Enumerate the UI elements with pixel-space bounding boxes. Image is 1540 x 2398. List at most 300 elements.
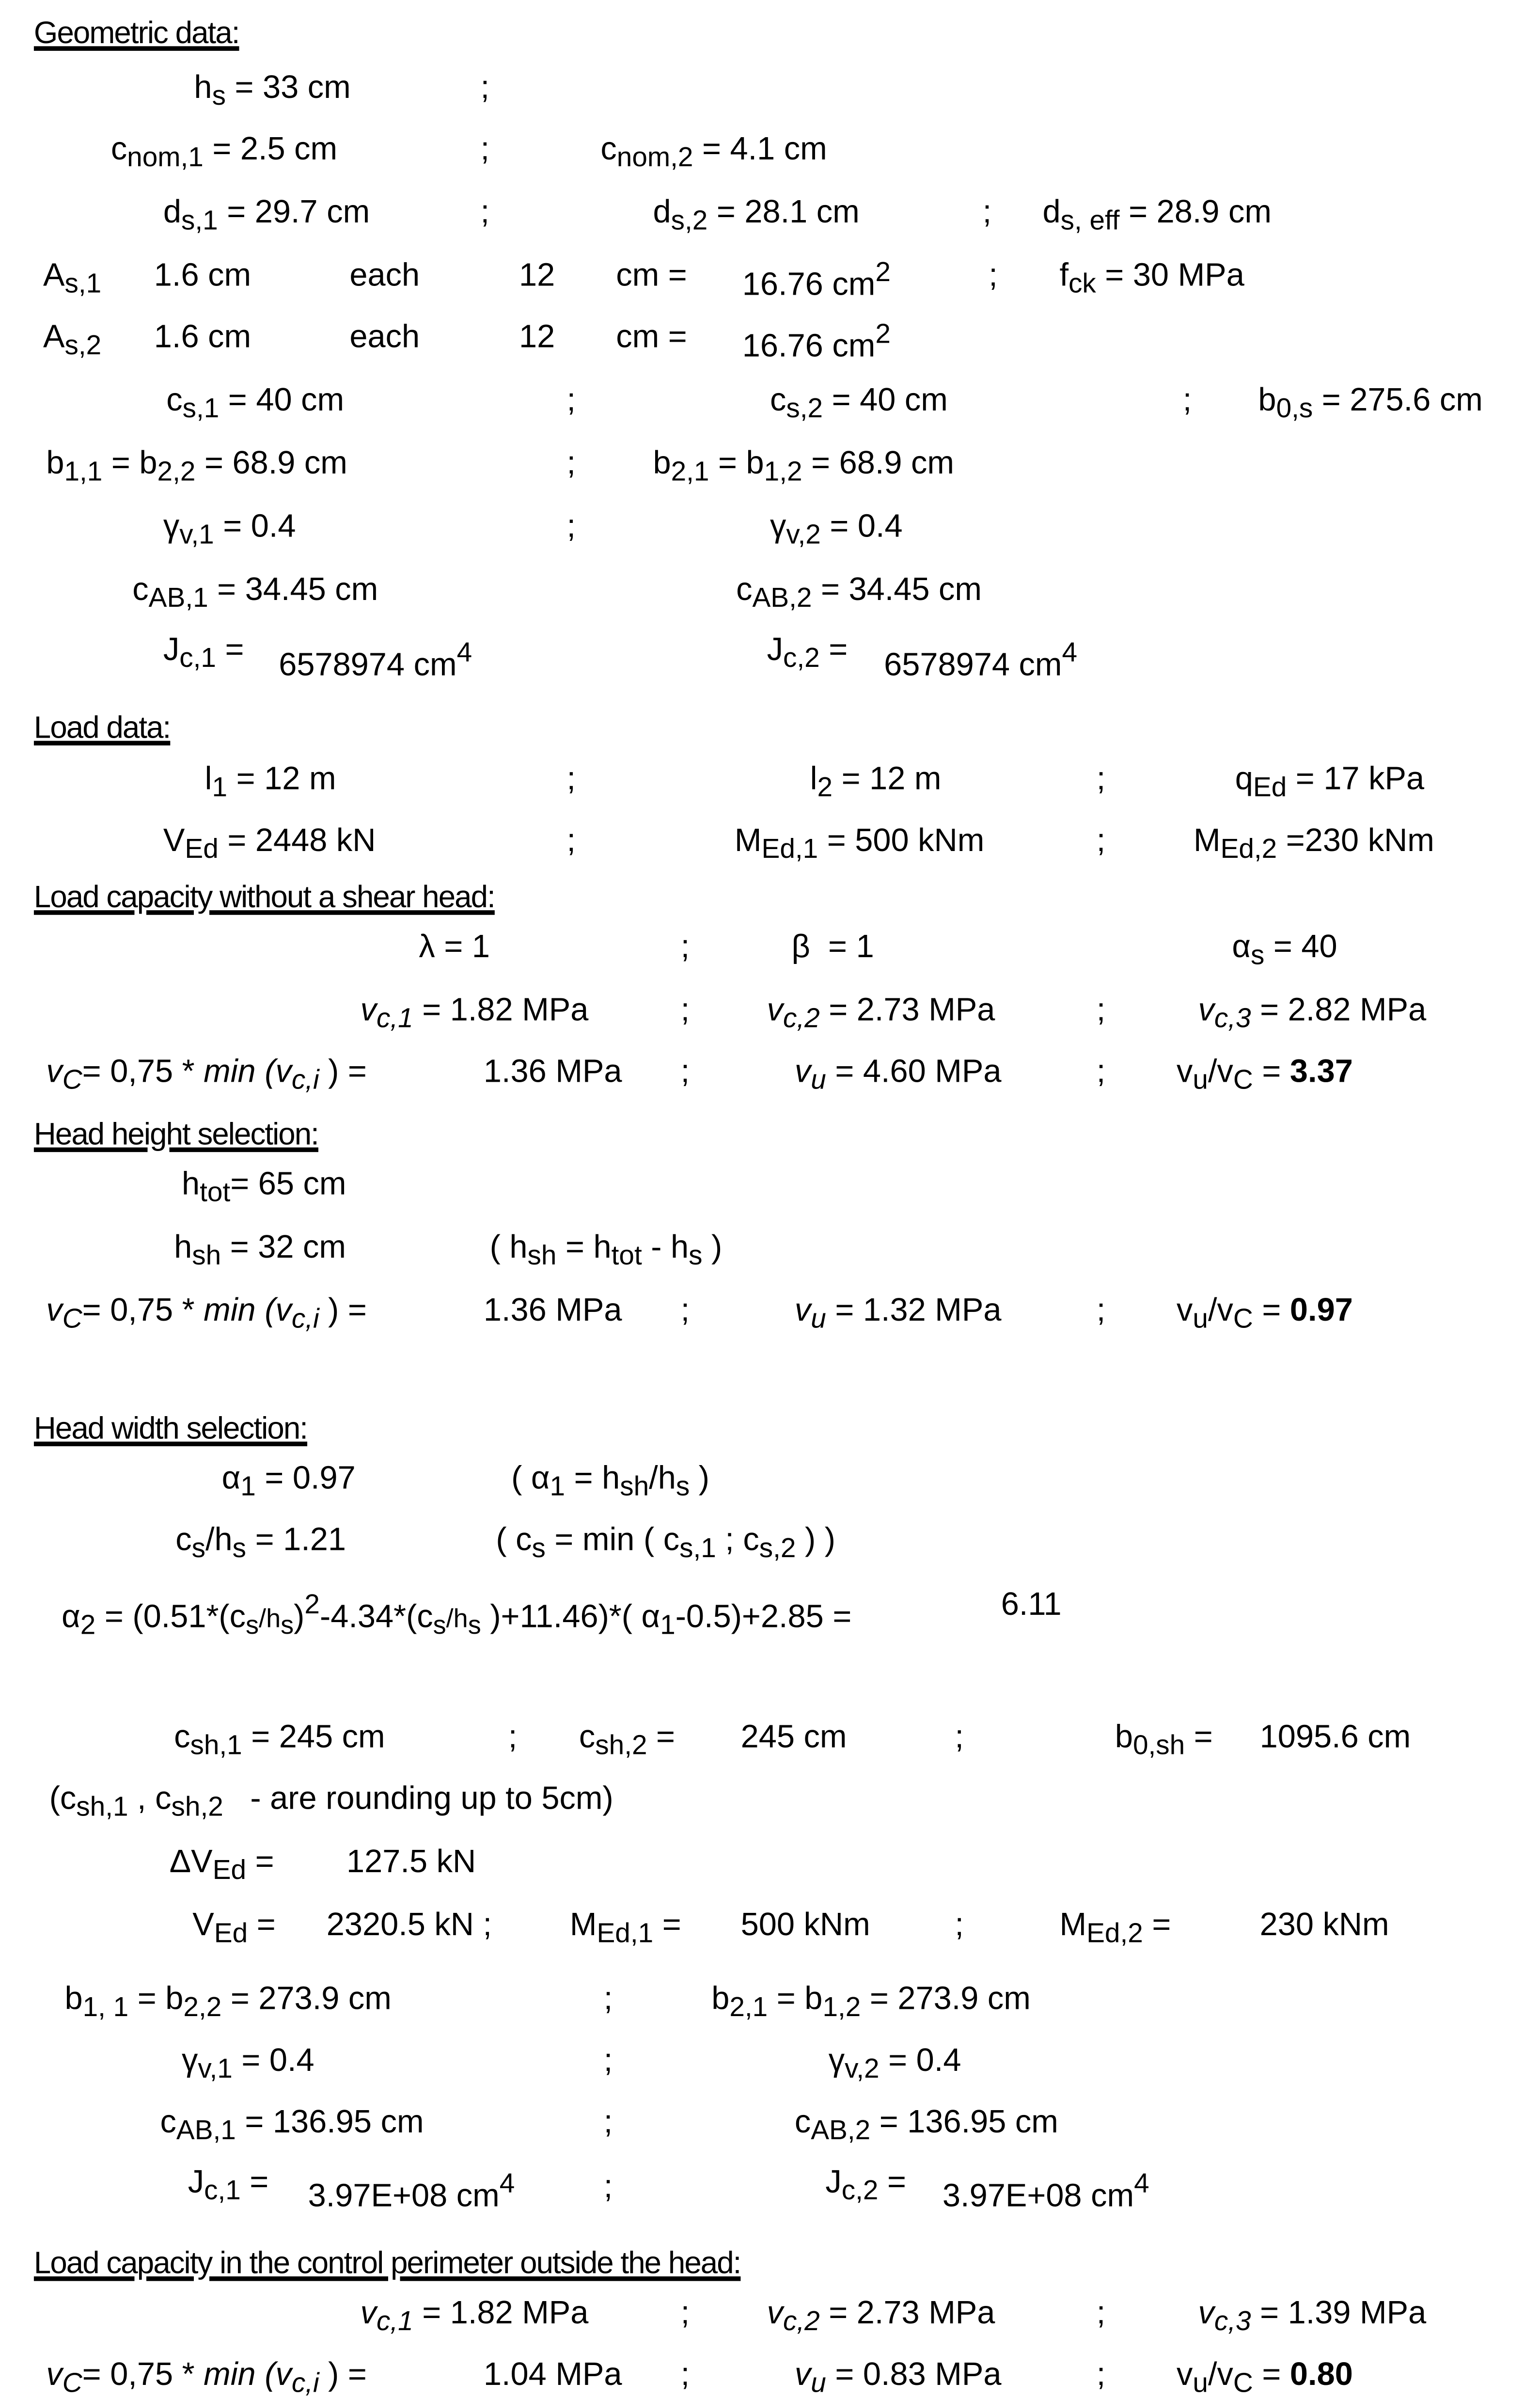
subscript: Ed (185, 833, 219, 864)
Jc1-label: $J_{c,1}$ = (163, 632, 244, 673)
csh1-value: 245 cm (279, 1720, 385, 1755)
text-fragment: 6578974 cm (279, 647, 457, 683)
As1-each: each (349, 258, 420, 294)
section-heading-geometric: Geometric data: (33, 16, 239, 51)
text-fragment: ) ) (796, 1522, 836, 1558)
subscript: 1 (660, 1609, 676, 1641)
text-fragment: /v (1208, 2357, 1233, 2393)
subscript: c,1 (377, 1002, 413, 1034)
alpha1-value: 0.97 (292, 1461, 356, 1497)
csh2-value: 245 cm (740, 1720, 847, 1755)
subscript: v,2 (786, 519, 821, 550)
alpha-s-value: 40 (1301, 929, 1337, 965)
text-fragment: c (175, 1522, 192, 1558)
As2-label (43, 319, 102, 361)
csh2-label: $c_{sh,2}$ = (579, 1720, 676, 1761)
subscript: AB,2 (811, 2114, 871, 2146)
text-fragment: b (64, 1981, 83, 2017)
As1-spacing: 12 (519, 258, 555, 294)
Jc2-label: $J_{c,2}$ = (767, 632, 848, 673)
vc2-3-value: 2.73 MPa (856, 2295, 995, 2331)
subscript: AB,1 (148, 582, 208, 613)
text-fragment: v (1198, 993, 1214, 1028)
text-fragment: c (132, 572, 149, 608)
cAB1-value: 34.45 cm (245, 572, 378, 608)
gv2-value: 0.4 (857, 509, 903, 545)
text-fragment: J (188, 2164, 204, 2200)
As2-value (742, 318, 891, 364)
MEd2-row: $M_{Ed,2} =230$ kNm (1193, 823, 1434, 864)
vc1-row: $v_{c,1} = 1.82$ MPa (360, 993, 589, 1034)
hs-value: 33 cm (262, 70, 351, 106)
section-heading-head-height: Head height selection: (33, 1118, 318, 1152)
subscript: s,1 (182, 393, 220, 424)
hsh-formula-note (489, 1230, 723, 1271)
cAB2-value: 34.45 cm (849, 572, 982, 608)
l2-value: 12 m (869, 761, 942, 797)
subscript: u (811, 2367, 826, 2398)
text-fragment: ) = (319, 2357, 367, 2393)
subscript: 1 (212, 772, 228, 803)
vc1-3-value: 1.82 MPa (450, 2295, 589, 2331)
dseff-value: 28.9 cm (1156, 195, 1272, 231)
text-fragment: 3.97E+08 cm (942, 2178, 1134, 2214)
text-fragment: ; c (716, 1522, 759, 1558)
ds2-row: $d_{s,2} = 28.1$ cm (653, 195, 860, 236)
htot-value: 65 cm (258, 1167, 346, 1202)
subscript: s,2 (759, 1532, 796, 1563)
separator: ; (566, 382, 576, 418)
subscript: 1 (550, 1470, 566, 1502)
As1-value (742, 256, 891, 303)
subscript: s,1 (679, 1532, 716, 1563)
text-fragment: v (1176, 1054, 1193, 1090)
text-fragment: v (360, 2295, 377, 2331)
separator: ; (1182, 382, 1192, 418)
subscript: s (281, 1610, 294, 1640)
text-fragment: M (1059, 1907, 1087, 1943)
subscript: 0,s (1276, 393, 1313, 424)
vc-value-2: 1.36 MPa (483, 1293, 622, 1329)
vu-value-3: 0.83 MPa (863, 2357, 1002, 2393)
subscript: Ed (212, 1854, 247, 1885)
b11-2-value: 273.9 cm (258, 1981, 392, 2017)
subscript: 2,1 (729, 1991, 768, 2022)
subscript: tot (200, 1176, 231, 1208)
subscript: s (232, 1532, 247, 1563)
text-fragment: b (1258, 382, 1276, 418)
vu-row: $v_u = 4.60$ MPa (794, 1054, 1002, 1095)
text-fragment: 3.97E+08 cm (308, 2178, 500, 2214)
b0sh-label: $b_{0,sh}$ = (1115, 1720, 1213, 1761)
fck-row: $f_{ck} = 30$ MPa (1059, 258, 1244, 299)
alpha2-formula (62, 1589, 852, 1641)
superscript: 4 (456, 637, 472, 668)
section-heading-capacity-outside-head: Load capacity in the control perimeter outside the head: (33, 2247, 741, 2281)
text-fragment: -4.34*(c (319, 1599, 433, 1635)
lambda-row: λ = 1 (419, 929, 490, 965)
gv1-2-row: $\gamma_{v,1} = 0.4$ (182, 2043, 314, 2084)
cAB2-2-row: $c_{AB,2} = 136.95$ cm (794, 2104, 1058, 2146)
subscript: C (1233, 1303, 1253, 1334)
section-heading-capacity-without-head: Load capacity without a shear head: (33, 881, 495, 915)
text-fragment: 16.76 cm (742, 329, 876, 364)
vc2-value: 2.73 MPa (856, 993, 995, 1028)
alpha1-formula-note (511, 1461, 709, 1502)
separator: ; (989, 258, 998, 294)
separator: ; (680, 2295, 690, 2331)
subscript: u (1193, 2367, 1208, 2398)
separator: ; (1096, 1293, 1106, 1329)
subscript: sh,1 (190, 1729, 242, 1761)
dVEd-label: $\Delta V_{Ed}$ = (169, 1844, 274, 1885)
text-fragment: ΔV (169, 1844, 213, 1880)
text-fragment: ) = (319, 1054, 367, 1090)
ratio-row: $v_u/v_C = 3.37$ (1176, 1054, 1353, 1095)
text-fragment: v (46, 2357, 63, 2393)
subscript: v,2 (845, 2053, 880, 2084)
MEd1-value: 500 kNm (855, 823, 985, 859)
MEd1-2-label: $M_{Ed,1}$ = (569, 1907, 681, 1949)
subscript: Ed,1 (597, 1917, 654, 1949)
text-fragment: c (174, 1720, 190, 1755)
As2-diameter: 1.6 cm (154, 319, 251, 355)
subscript: nom,1 (127, 142, 204, 173)
separator: ; (566, 446, 576, 482)
As1-unit-eq: cm = (616, 258, 687, 294)
text-fragment: = 0,75 * (82, 1054, 204, 1090)
MEd2-2-label: $M_{Ed,2}$ = (1059, 1907, 1171, 1949)
csh1-row: $c_{sh,1} = 245$ cm (174, 1720, 385, 1761)
subscript: 2,2 (157, 456, 196, 487)
VEd-row: $V_{Ed} = 2448$ kN (163, 823, 376, 864)
subscript: s,2 (671, 205, 708, 236)
text-fragment: ( α (511, 1461, 550, 1497)
vc3-3-row: $v_{c,3} = 1.39$ MPa (1198, 2295, 1427, 2336)
text-fragment: (c (49, 1781, 77, 1817)
text-fragment: )+11.46)*( α (481, 1599, 660, 1635)
subscript: Ed,2 (1086, 1917, 1143, 1949)
text-fragment: , c (128, 1781, 172, 1817)
text-fragment: c (579, 1720, 596, 1755)
l1-row: $l_1 = 12$ m (204, 761, 336, 803)
vc-formula-3 (46, 2357, 367, 2398)
subscript: c,2 (783, 2305, 820, 2336)
text-fragment: c (166, 382, 183, 418)
separator: ; (508, 1720, 518, 1755)
text-fragment: v (767, 993, 784, 1028)
Jc2-value (884, 637, 1078, 683)
text-fragment: c (160, 2104, 176, 2140)
VEd-value: 2448 kN (255, 823, 376, 859)
text-fragment: /h (649, 1461, 676, 1497)
separator: ; (603, 2169, 613, 2205)
ds2-value: 28.1 cm (744, 195, 860, 231)
text-fragment: A (43, 319, 65, 355)
text-fragment: l (810, 761, 817, 797)
separator: ; (1096, 823, 1106, 859)
separator: ; (480, 70, 490, 106)
separator: ; (680, 1293, 690, 1329)
text-fragment: min (204, 1293, 256, 1329)
superscript: 2 (304, 1589, 320, 1620)
ds1-value: 29.7 cm (254, 195, 370, 231)
text-fragment: = h (565, 1461, 620, 1497)
text-fragment: l (204, 761, 212, 797)
cnom2-value: 4.1 cm (730, 131, 827, 167)
b0s-row: $b_{0,s} = 275.6$ cm (1258, 382, 1483, 424)
subscript: C (62, 2367, 82, 2398)
text-fragment: h (194, 70, 212, 106)
text-fragment: α (1232, 929, 1251, 965)
text-fragment: ) (294, 1599, 305, 1635)
subscript: ck (1069, 268, 1096, 299)
text-fragment: ( h (489, 1230, 528, 1265)
text-fragment: ) (690, 1461, 709, 1497)
separator: ; (680, 993, 690, 1028)
MEd1-row: $M_{Ed,1} = 500$ kNm (734, 823, 985, 864)
cAB1-2-row: $c_{AB,1} = 136.95$ cm (160, 2104, 424, 2146)
text-fragment: v (1176, 2357, 1193, 2393)
ratio-value: 3.37 (1289, 1054, 1353, 1090)
As1-label (43, 258, 102, 299)
subscript: s (246, 1610, 259, 1640)
superscript: 2 (875, 318, 891, 349)
subscript: c,2 (783, 1002, 820, 1034)
Jc2-2-label: $J_{c,2}$ = (825, 2164, 907, 2206)
cs-hs-row: $c_s/h_s = 1.21$ (175, 1522, 346, 1563)
text-fragment: b (746, 446, 764, 482)
subscript: 0,sh (1133, 1729, 1185, 1761)
separator: ; (680, 929, 690, 965)
separator: ; (480, 131, 490, 167)
Jc1-value (279, 637, 472, 683)
subscript: nom,2 (616, 142, 693, 173)
MEd2-value: 230 kNm (1304, 823, 1434, 859)
hsh-value: 32 cm (258, 1230, 346, 1265)
text-fragment: min (204, 2357, 256, 2393)
separator: ; (680, 1054, 690, 1090)
text-fragment: c (794, 2104, 811, 2140)
cs-formula-note (496, 1522, 836, 1563)
subscript: sh,2 (595, 1729, 647, 1761)
text-fragment: c (770, 382, 786, 418)
text-fragment: V (192, 1907, 214, 1943)
separator: ; (1096, 761, 1106, 797)
vc1-value: 1.82 MPa (450, 993, 589, 1028)
subscript: 1,1 (64, 456, 103, 487)
gv2-row: $\gamma_{v,2} = 0.4$ (770, 509, 903, 550)
gv1-value: 0.4 (251, 509, 296, 545)
subscript: v,1 (198, 2053, 233, 2084)
cs-hs-value: 1.21 (283, 1522, 346, 1558)
text-fragment: (v (255, 2357, 292, 2393)
vu-value: 4.60 MPa (863, 1054, 1002, 1090)
subscript: sh,2 (171, 1791, 223, 1822)
text-fragment: v (794, 1054, 811, 1090)
separator: ; (955, 1720, 964, 1755)
separator: ; (566, 761, 576, 797)
qEd-value: 17 kPa (1323, 761, 1425, 797)
text-fragment: ) (702, 1230, 723, 1265)
text-fragment: b (46, 446, 64, 482)
subscript: c,2 (841, 2175, 879, 2206)
dseff-row: $d_{s, eff} = 28.9$ cm (1042, 195, 1272, 236)
subscript: C (62, 1303, 82, 1334)
subscript: s (532, 1532, 546, 1563)
separator: ; (1096, 993, 1106, 1028)
text-fragment: v (360, 993, 377, 1028)
subscript: 2 (80, 1609, 96, 1641)
As2-each: each (349, 319, 420, 355)
subscript: u (1193, 1303, 1208, 1334)
subscript: sh (527, 1240, 557, 1271)
subscript: u (811, 1303, 826, 1334)
ds1-row: $d_{s,1} = 29.7$ cm (163, 195, 370, 236)
subscript: sh (192, 1240, 221, 1271)
text-fragment: J (163, 632, 180, 668)
text-fragment: q (1235, 761, 1253, 797)
subscript: tot (611, 1240, 642, 1271)
ratio-value-2: 0.97 (1289, 1293, 1353, 1329)
gv1-2-value: 0.4 (269, 2043, 314, 2079)
separator: ; (1096, 1054, 1106, 1090)
vu-row-2: $v_u = 1.32$ MPa (794, 1293, 1002, 1334)
text-fragment: ( c (496, 1522, 532, 1558)
b0s-value: 275.6 cm (1350, 382, 1483, 418)
subscript: v,1 (179, 519, 214, 550)
subscript: s (468, 1610, 481, 1640)
text-fragment: - are rounding up to 5cm) (223, 1781, 613, 1817)
text-fragment: /h (259, 1604, 281, 1634)
subscript: s,1 (64, 268, 102, 299)
cnom2-row: $c_{nom,2} = 4.1$ cm (600, 131, 827, 173)
text-fragment: (v (255, 1293, 292, 1329)
subscript: s (676, 1470, 690, 1502)
alpha2-value: 6.11 (1001, 1587, 1062, 1623)
text-fragment: γ (163, 509, 180, 545)
text-fragment: 6578974 cm (884, 647, 1062, 683)
cs2-value: 40 cm (860, 382, 948, 418)
separator: ; (603, 1981, 613, 2017)
lambda-value: 1 (471, 929, 490, 965)
dVEd-value: 127.5 kN (346, 1844, 476, 1880)
text-fragment: d (653, 195, 671, 231)
vc-value: 1.36 MPa (483, 1054, 622, 1090)
subscript: c,i (291, 1303, 319, 1334)
text-fragment: β (791, 929, 810, 965)
subscript: s,2 (64, 329, 102, 361)
subscript: u (811, 1064, 826, 1095)
text-fragment: b (1115, 1720, 1133, 1755)
separator: ; (1096, 2357, 1106, 2393)
htot-row: $h_{tot}= 65$ cm (182, 1167, 346, 1208)
cAB2-2-value: 136.95 cm (907, 2104, 1058, 2140)
beta-row: β = 1 (791, 929, 874, 965)
text-fragment: v (46, 1054, 63, 1090)
text-fragment: b (653, 446, 671, 482)
subscript: AB,2 (752, 582, 812, 613)
b21-2-row: $b_{2,1} = b_{1,2} = 273.9$ cm (711, 1981, 1031, 2022)
subscript: Ed,2 (1220, 833, 1277, 864)
subscript: sh,1 (76, 1791, 128, 1822)
text-fragment: (v (255, 1054, 292, 1090)
vc3-3-value: 1.39 MPa (1288, 2295, 1427, 2331)
text-fragment: /v (1208, 1054, 1233, 1090)
text-fragment: v (46, 1293, 63, 1329)
separator: ; (982, 195, 992, 231)
subscript: 1 (240, 1470, 256, 1502)
subscript: c,1 (377, 2305, 413, 2336)
MEd2-2-value: 230 kNm (1259, 1907, 1389, 1943)
superscript: 4 (499, 2168, 515, 2199)
text-fragment: α (62, 1599, 80, 1635)
text-fragment: λ (419, 929, 435, 965)
cAB2-row: $c_{AB,2} = 34.45$ cm (736, 572, 982, 613)
text-fragment: d (163, 195, 182, 231)
text-fragment: c (110, 131, 127, 167)
b21-2-value: 273.9 cm (897, 1981, 1031, 2017)
Jc2-2-value (942, 2168, 1149, 2214)
vc-value-3: 1.04 MPa (483, 2357, 622, 2393)
subscript: s (433, 1610, 446, 1640)
text-fragment: c (736, 572, 753, 608)
gv2-2-value: 0.4 (916, 2043, 961, 2079)
subscript: s (1250, 939, 1265, 970)
subscript: 1, 1 (82, 1991, 129, 2022)
subscript: c,3 (1214, 1002, 1251, 1034)
text-fragment: = 0,75 * (82, 2357, 204, 2393)
subscript: c,2 (783, 642, 820, 673)
vu-row-3: $v_u = 0.83$ MPa (794, 2357, 1002, 2398)
qEd-row: $q_{Ed} = 17$ kPa (1235, 761, 1425, 803)
subscript: c,3 (1214, 2305, 1251, 2336)
As1-diameter: 1.6 cm (154, 258, 251, 294)
vc2-3-row: $v_{c,2} = 2.73$ MPa (767, 2295, 995, 2336)
separator: ; (603, 2104, 613, 2140)
text-fragment: - h (642, 1230, 689, 1265)
ratio-value-3: 0.80 (1289, 2357, 1353, 2393)
text-fragment: v (794, 2357, 811, 2393)
vc-formula (46, 1054, 367, 1095)
subscript: AB,1 (176, 2114, 236, 2146)
subscript: C (1233, 1064, 1253, 1095)
cAB1-row: $c_{AB,1} = 34.45$ cm (132, 572, 378, 613)
text-fragment: d (1042, 195, 1061, 231)
text-fragment: ) = (319, 1293, 367, 1329)
vc3-value: 2.82 MPa (1288, 993, 1427, 1028)
text-fragment: /h (205, 1522, 233, 1558)
separator: ; (480, 195, 490, 231)
cs1-value: 40 cm (256, 382, 345, 418)
l2-row: $l_2 = 12$ m (810, 761, 942, 803)
text-fragment: M (1193, 823, 1221, 859)
subscript: Ed (1253, 772, 1287, 803)
vc-formula-2 (46, 1293, 367, 1334)
As2-spacing: 12 (519, 319, 555, 355)
subscript: c,1 (179, 642, 216, 673)
text-fragment: b (139, 446, 157, 482)
b0sh-value: 1095.6 cm (1259, 1720, 1411, 1755)
text-fragment: A (43, 258, 65, 294)
text-fragment: γ (828, 2043, 845, 2079)
cnom1-row: $c_{nom,1} = 2.5$ cm (110, 131, 338, 173)
b21-row: $b_{2,1} = b_{1,2} = 68.9$ cm (653, 446, 955, 487)
subscript: C (62, 1064, 82, 1095)
text-fragment: min (204, 1054, 256, 1090)
b11-row: $b_{1,1} = b_{2,2} = 68.9$ cm (46, 446, 347, 487)
VEd2-value: 2320.5 kN ; (326, 1907, 492, 1943)
